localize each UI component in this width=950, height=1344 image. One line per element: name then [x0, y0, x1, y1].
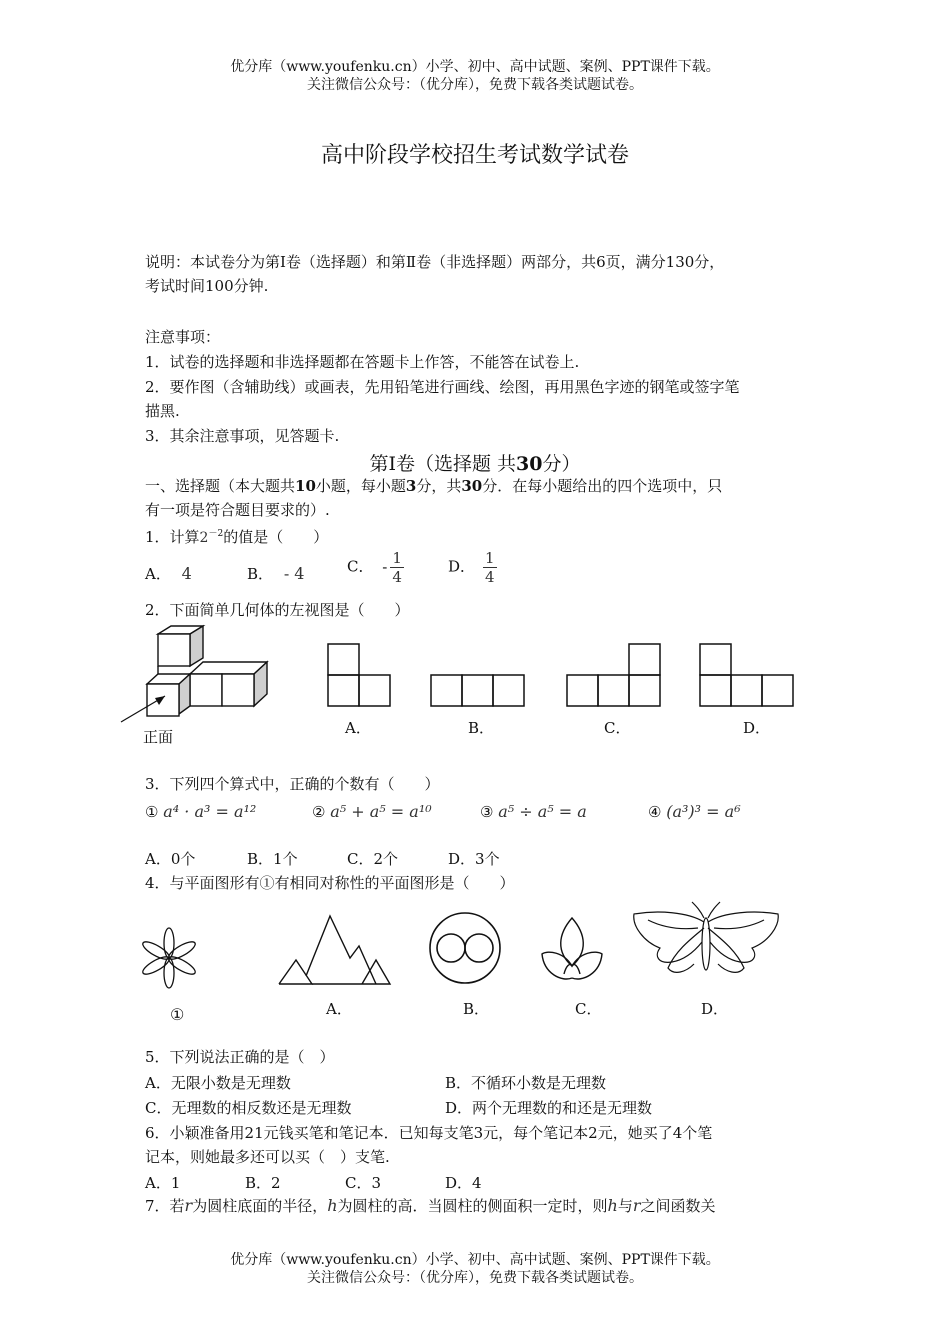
q4-figure-b-circles [428, 908, 504, 988]
q3-expr-2: ② a⁵ + a⁵ = a¹⁰ [312, 802, 432, 821]
intro-line-1: 说明：本试卷分为第Ⅰ卷（选择题）和第Ⅱ卷（非选择题）两部分，共6页，满分130分， [145, 253, 725, 271]
section-pre: 第Ⅰ卷（选择题 共 [369, 453, 517, 475]
q5-option-d: D．两个无理数的和还是无理数 [445, 1099, 653, 1117]
q6-option-d: D．4 [445, 1174, 482, 1192]
intro-line-2: 考试时间100分钟. [145, 277, 269, 295]
q3-expr-4: ④ (a³)³ = a⁶ [648, 802, 741, 821]
section-post: 分） [542, 453, 581, 475]
q5-option-b: B．不循环小数是无理数 [445, 1074, 607, 1092]
q2-view-b [429, 673, 527, 709]
header-line-1: 优分库（www.youfenku.cn）小学、初中、高中试题、案例、PPT课件下载。 [230, 59, 720, 75]
page-title: 高中阶段学校招生考试数学试卷 [320, 143, 629, 168]
q3-option-a: A．0个 [145, 850, 196, 868]
q1-option-b: B． - 4 [247, 564, 305, 583]
q6-option-a: A．1 [145, 1174, 181, 1192]
q4-stem: 4．与平面图形有①有相同对称性的平面图形是（ ） [145, 874, 515, 892]
section-score: 30 [516, 453, 543, 475]
q4-label-a: A． [326, 1000, 352, 1018]
q2-view-d [698, 643, 796, 709]
q5-option-a: A．无限小数是无理数 [145, 1074, 291, 1092]
q4-label-b: B． [463, 1000, 490, 1018]
footer-line-2: 关注微信公众号：（优分库），免费下载各类试题试卷。 [307, 1270, 643, 1286]
section-desc-2: 有一项是符合题目要求的）. [145, 501, 330, 519]
q6-line-1: 6．小颖准备用21元钱买笔和笔记本．已知每支笔3元，每个笔记本2元，她买了4个笔 [145, 1124, 713, 1142]
q2-label-c: C． [604, 719, 631, 737]
q4-figure-a-triangles [276, 912, 396, 992]
q1-option-d: D． $\frac{1}{4}$ [448, 549, 495, 586]
q2-view-a [326, 643, 394, 709]
q3-expr-1: ① a⁴ · a³ = a¹² [145, 802, 257, 821]
note-2a: 2．要作图（含辅助线）或画表，先用铅笔进行画线、绘图，再用黑色字迹的钢笔或签字笔 [145, 378, 740, 396]
q1-option-a: A． 4 [145, 564, 192, 583]
q1-d-fraction: $\frac{1}{4}$ [485, 549, 495, 586]
section-desc-1: 一、选择题（本大题共10小题，每小题3分，共30分．在每小题给出的四个选项中，只 [145, 477, 723, 495]
q3-stem: 3．下列四个算式中，正确的个数有（ ） [145, 775, 440, 793]
note-2b: 描黑. [145, 402, 180, 420]
q1-stem: 1．计算$2^{-2}$的值是（ ） [145, 528, 329, 546]
q3-option-d: D．3个 [448, 850, 500, 868]
q2-stem: 2．下面简单几何体的左视图是（ ） [145, 601, 410, 619]
q4-label-c: C． [575, 1000, 602, 1018]
q1-c-fraction: $\frac{1}{4}$ [392, 549, 402, 586]
q6-line-2: 记本，则她最多还可以买（ ）支笔. [145, 1148, 390, 1166]
q2-front-label: 正面 [143, 728, 174, 746]
q2-label-d: D． [743, 719, 771, 737]
q5-stem: 5．下列说法正确的是（ ） [145, 1048, 335, 1066]
header-line-2: 关注微信公众号：（优分库），免费下载各类试题试卷。 [307, 77, 643, 93]
q4-figure-c-lotus [538, 912, 608, 992]
q3-option-c: C．2个 [347, 850, 399, 868]
q5-option-c: C．无理数的相反数还是无理数 [145, 1099, 352, 1117]
notes-heading: 注意事项： [145, 328, 221, 346]
note-3: 3．其余注意事项，见答题卡. [145, 427, 340, 445]
q1-option-c: C． - $\frac{1}{4}$ [347, 549, 402, 586]
q4-ref-label: ① [170, 1005, 185, 1024]
note-1: 1．试卷的选择题和非选择题都在答题卡上作答，不能答在试卷上. [145, 353, 580, 371]
q2-view-c [565, 643, 663, 709]
footer-line-1: 优分库（www.youfenku.cn）小学、初中、高中试题、案例、PPT课件下载。 [230, 1252, 720, 1268]
q4-figure-d-butterfly [628, 898, 784, 990]
q6-option-c: C．3 [345, 1174, 382, 1192]
q3-option-b: B．1个 [247, 850, 298, 868]
q2-label-b: B． [468, 719, 495, 737]
q4-label-d: D． [701, 1000, 729, 1018]
q7-stem: 7．若r为圆柱底面的半径，h为圆柱的高．当圆柱的侧面积一定时，则h与r之间函数关 [145, 1196, 716, 1215]
q6-option-b: B．2 [245, 1174, 281, 1192]
section-heading [0, 449, 950, 476]
q2-label-a: A． [345, 719, 371, 737]
q2-solid-figure [115, 624, 285, 734]
q3-expr-3: ③ a⁵ ÷ a⁵ = a [480, 802, 587, 821]
q4-figure-ref-flower [140, 920, 200, 1000]
